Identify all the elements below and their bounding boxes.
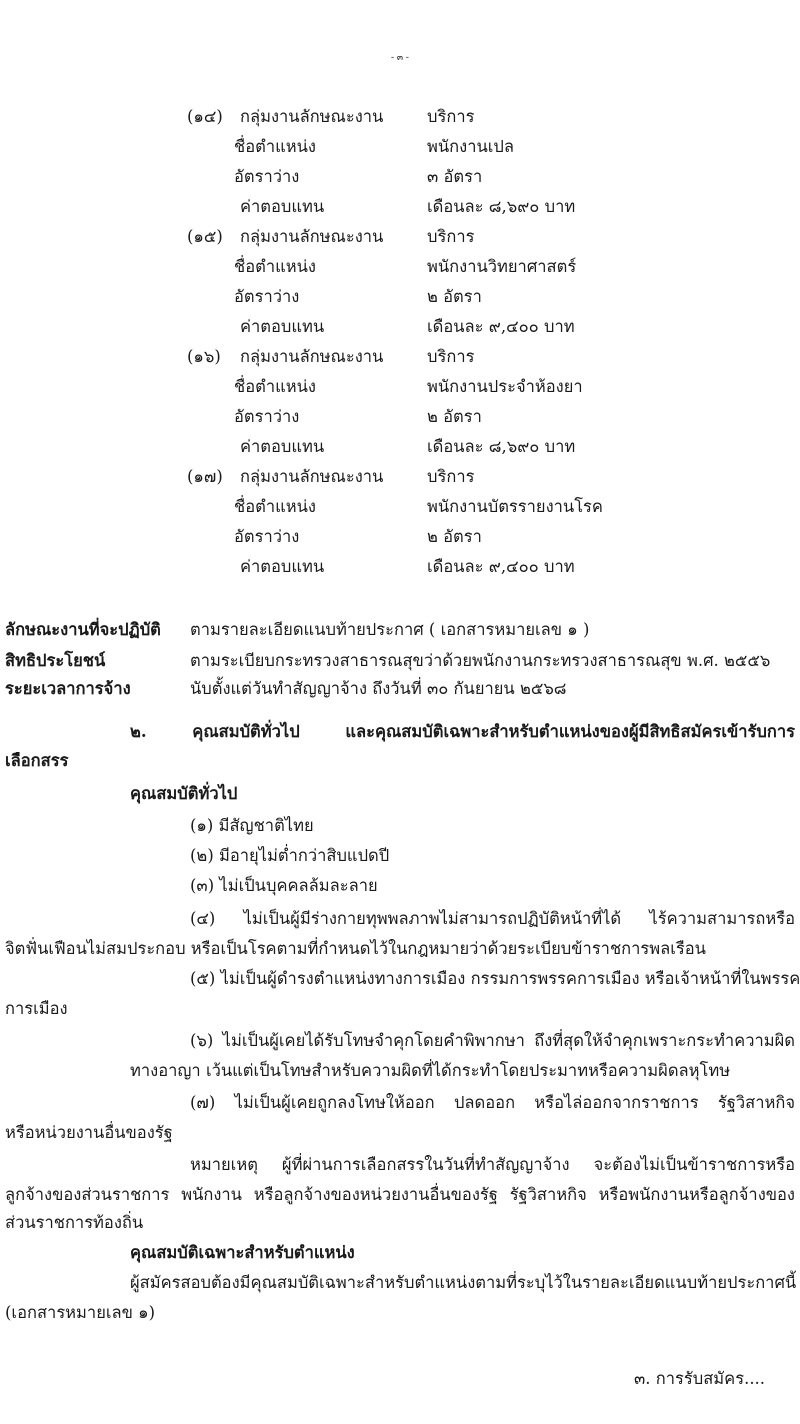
- qualification-item: (๒) มีอายุไม่ต่ำกว่าสิบแปดปี: [190, 846, 390, 865]
- position-number: (๑๖): [187, 347, 221, 366]
- qualification-item: (๖) ไม่เป็นผู้เคยได้รับโทษจำคุกโดยคำพิพากษา ถึงที่สุดให้จำคุกเพราะกระทำความผิด: [190, 1031, 795, 1050]
- pay-label: ค่าตอบแทน: [240, 437, 325, 456]
- pay-value: เดือนละ ๘,๖๙๐ บาท: [427, 437, 576, 456]
- vacancy-label: อัตราว่าง: [234, 287, 300, 306]
- duty-label: ลักษณะงานที่จะปฏิบัติ: [5, 620, 161, 639]
- qualification-item: (๗) ไม่เป็นผู้เคยถูกลงโทษให้ออก ปลดออก หรือไล่ออกจากราชการ รัฐวิสาหกิจ: [190, 1093, 795, 1112]
- specific-qualifications-heading: คุณสมบัติเฉพาะสำหรับตำแหน่ง: [130, 1243, 355, 1262]
- pay-label: ค่าตอบแทน: [240, 557, 325, 576]
- section-heading: ๒. คุณสมบัติทั่วไป และคุณสมบัติเฉพาะสำหรับตำแหน่งของผู้มีสิทธิสมัครเข้ารับการ: [130, 722, 795, 741]
- group-label: กลุ่มงานลักษณะงาน: [240, 467, 384, 486]
- duty-value: ตามรายละเอียดแนบท้ายประกาศ ( เอกสารหมายเลข ๑ ): [190, 620, 590, 639]
- pay-label: ค่าตอบแทน: [240, 317, 325, 336]
- specific-qualifications-text: ผู้สมัครสอบต้องมีคุณสมบัติเฉพาะสำหรับตำแหน่งตามที่ระบุไว้ในรายละเอียดแนบท้ายประกาศนี้: [130, 1273, 797, 1292]
- position-number: (๑๔): [187, 107, 223, 126]
- group-label: กลุ่มงานลักษณะงาน: [240, 227, 384, 246]
- title-value: พนักงานบัตรรายงานโรค: [427, 497, 603, 516]
- group-value: บริการ: [427, 107, 475, 126]
- pay-value: เดือนละ ๙,๔๐๐ บาท: [427, 317, 575, 336]
- group-label: กลุ่มงานลักษณะงาน: [240, 107, 384, 126]
- page-number: - ๓ -: [391, 53, 409, 63]
- general-qualifications-heading: คุณสมบัติทั่วไป: [130, 784, 238, 803]
- qualification-item-cont: ทางอาญา เว้นแต่เป็นโทษสำหรับความผิดที่ได้กระทำโดยประมาทหรือความผิดลหุโทษ: [130, 1061, 731, 1080]
- period-label: ระยะเวลาการจ้าง: [5, 679, 131, 698]
- vacancy-value: ๒ อัตรา: [427, 527, 482, 546]
- group-value: บริการ: [427, 347, 475, 366]
- qualification-item: (๓) ไม่เป็นบุคคลล้มละลาย: [190, 876, 378, 895]
- benefit-label: สิทธิประโยชน์: [5, 651, 106, 670]
- title-value: พนักงานเปล: [427, 137, 514, 156]
- continuation-note: ๓. การรับสมัคร....: [634, 1369, 766, 1388]
- vacancy-label: อัตราว่าง: [234, 527, 300, 546]
- note-text: หมายเหตุ ผู้ที่ผ่านการเลือกสรรในวันที่ทำสัญญาจ้าง จะต้องไม่เป็นข้าราชการหรือ: [190, 1155, 795, 1174]
- section-heading-cont: เลือกสรร: [5, 751, 69, 770]
- title-value: พนักงานวิทยาศาสตร์: [427, 257, 577, 276]
- position-number: (๑๕): [187, 227, 223, 246]
- qualification-item: (๔) ไม่เป็นผู้มีร่างกายทุพพลภาพไม่สามารถปฏิบัติหน้าที่ได้ ไร้ความสามารถหรือ: [190, 909, 795, 928]
- pay-value: เดือนละ ๘,๖๙๐ บาท: [427, 197, 576, 216]
- specific-qualifications-text-cont: (เอกสารหมายเลข ๑): [5, 1303, 156, 1322]
- qualification-item-cont: การเมือง: [5, 999, 68, 1018]
- note-text-cont: ส่วนราชการท้องถิ่น: [5, 1213, 144, 1232]
- title-label: ชื่อตำแหน่ง: [234, 257, 316, 276]
- benefit-value: ตามระเบียบกระทรวงสาธารณสุขว่าด้วยพนักงานกระทรวงสาธารณสุข พ.ศ. ๒๕๕๖: [190, 651, 771, 670]
- qualification-item: (๕) ไม่เป็นผู้ดำรงตำแหน่งทางการเมือง กรรมการพรรคการเมือง หรือเจ้าหน้าที่ในพรรค: [190, 969, 800, 988]
- note-text-cont: ลูกจ้างของส่วนราชการ พนักงาน หรือลูกจ้างของหน่วยงานอื่นของรัฐ รัฐวิสาหกิจ หรือพนักงานหรือลูกจ้างของ: [5, 1185, 795, 1204]
- pay-value: เดือนละ ๙,๔๐๐ บาท: [427, 557, 575, 576]
- title-label: ชื่อตำแหน่ง: [234, 497, 316, 516]
- qualification-item-cont: หรือหน่วยงานอื่นของรัฐ: [5, 1123, 173, 1142]
- vacancy-label: อัตราว่าง: [234, 407, 300, 426]
- vacancy-value: ๒ อัตรา: [427, 407, 482, 426]
- qualification-item: (๑) มีสัญชาติไทย: [190, 816, 314, 835]
- qualification-item-cont: จิตฟั่นเฟือนไม่สมประกอบ หรือเป็นโรคตามที่กำหนดไว้ในกฎหมายว่าด้วยระเบียบข้าราชการพลเรือน: [5, 939, 706, 958]
- period-value: นับตั้งแต่วันทำสัญญาจ้าง ถึงวันที่ ๓๐ กันยายน ๒๕๖๘: [190, 679, 567, 698]
- group-value: บริการ: [427, 467, 475, 486]
- vacancy-value: ๒ อัตรา: [427, 287, 482, 306]
- vacancy-label: อัตราว่าง: [234, 167, 300, 186]
- group-label: กลุ่มงานลักษณะงาน: [240, 347, 384, 366]
- position-number: (๑๗): [187, 467, 223, 486]
- title-value: พนักงานประจำห้องยา: [427, 377, 583, 396]
- vacancy-value: ๓ อัตรา: [427, 167, 483, 186]
- pay-label: ค่าตอบแทน: [240, 197, 325, 216]
- group-value: บริการ: [427, 227, 475, 246]
- title-label: ชื่อตำแหน่ง: [234, 377, 316, 396]
- title-label: ชื่อตำแหน่ง: [234, 137, 316, 156]
